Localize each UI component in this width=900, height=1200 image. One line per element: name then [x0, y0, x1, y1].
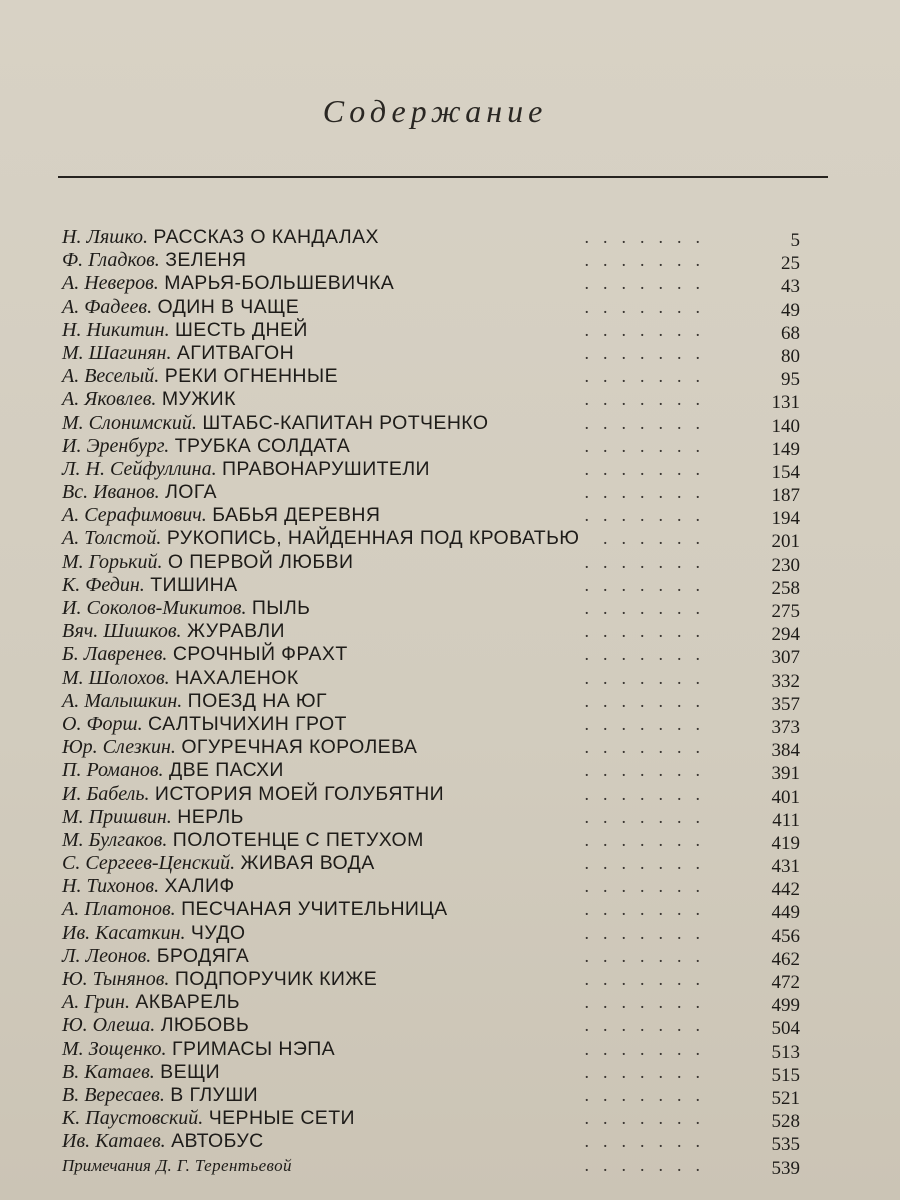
entry-page-number: 80 [781, 345, 800, 367]
entry-page-number: 515 [771, 1064, 800, 1086]
toc-entry [62, 1038, 804, 1061]
entry-title: В ГЛУШИ [170, 1083, 259, 1106]
entry-title: ПЫЛЬ [251, 597, 311, 619]
entry-author: А. Фадеев. [62, 295, 153, 318]
toc-entry [62, 713, 804, 736]
entry-page-number: 539 [771, 1157, 800, 1179]
dot-leader: ....... [584, 574, 714, 595]
entry-author: В. Вересаев. [62, 1083, 165, 1106]
entry-page-number: 528 [771, 1111, 800, 1133]
entry-author: Юр. Слезкин. [62, 736, 176, 759]
toc-entry [62, 435, 804, 458]
entry-author: Вс. Иванов. [62, 481, 160, 504]
toc-entry [62, 852, 804, 878]
dot-leader: ....... [584, 992, 714, 1013]
toc-entry [62, 667, 804, 690]
toc-entry [62, 226, 804, 249]
dot-leader: ....... [584, 969, 714, 989]
entry-author: Ю. Олеша. [62, 1014, 156, 1037]
toc-entry [62, 504, 804, 530]
entry-page-number: 401 [771, 786, 800, 808]
dot-leader: ....... [584, 667, 714, 688]
toc-entry [62, 643, 804, 669]
entry-page-number: 332 [771, 670, 800, 692]
entry-page-number: 201 [771, 531, 800, 553]
entry-page-number: 391 [771, 763, 800, 785]
entry-title: О ПЕРВОЙ ЛЮБВИ [167, 550, 354, 573]
entry-title: АКВАРЕЛЬ [135, 991, 240, 1014]
dot-leader: ....... [584, 737, 714, 758]
entry-author: М. Булгаков. [62, 828, 168, 851]
entry-title: ЧЕРНЫЕ СЕТИ [208, 1107, 355, 1130]
toc-entry [62, 1130, 804, 1156]
entry-author: И. Соколов-Микитов. [62, 597, 247, 619]
entry-author: А. Толстой. [62, 527, 162, 550]
entry-page-number: 5 [790, 230, 800, 251]
entry-author: А. Яковлев. [62, 388, 157, 411]
entry-author: Н. Тихонов. [62, 875, 160, 898]
entry-title: ПОДПОРУЧИК КИЖЕ [174, 968, 378, 990]
entry-title: ХАЛИФ [164, 875, 235, 898]
toc-entry [62, 388, 804, 414]
entry-page-number: 384 [771, 740, 800, 762]
entry-author: М. Шагинян. [62, 341, 172, 364]
entry-title: ИСТОРИЯ МОЕЙ ГОЛУБЯТНИ [154, 782, 445, 805]
entry-author: Н. Никитин. [62, 318, 170, 341]
dot-leader: ....... [584, 713, 714, 734]
entry-page-number: 449 [771, 902, 800, 924]
entry-title: РЕКИ ОГНЕННЫЕ [164, 365, 338, 388]
entry-author: Н. Ляшко. [62, 226, 148, 248]
dot-leader: ....... [584, 389, 714, 410]
entry-author: А. Серафимович. [62, 504, 207, 527]
toc-entry [62, 1154, 804, 1177]
entry-author: Л. Леонов. [62, 944, 152, 967]
dot-leader: ....... [584, 1131, 714, 1152]
entry-author: В. Катаев. [62, 1060, 155, 1083]
entry-title: ЛЮБОВЬ [160, 1014, 250, 1037]
entry-title: АГИТВАГОН [176, 341, 295, 364]
entry-title: ДВЕ ПАСХИ [168, 759, 284, 782]
dot-leader: ....... [584, 783, 714, 804]
entry-title: ЧУДО [190, 921, 246, 944]
entry-title: РАССКАЗ О КАНДАЛАХ [153, 226, 379, 248]
dot-leader: ....... [584, 366, 714, 387]
toc-entry [62, 574, 804, 597]
entry-page-number: 95 [781, 369, 800, 391]
entry-page-number: 140 [771, 415, 800, 437]
dot-leader: ....... [584, 319, 714, 340]
entry-title: МАРЬЯ-БОЛЬШЕВИЧКА [164, 272, 395, 295]
toc-entry [62, 412, 804, 435]
entry-author: А. Веселый. [62, 365, 160, 388]
table-of-contents [62, 226, 804, 1177]
dot-leader: ....... [584, 250, 714, 271]
toc-entry [62, 551, 804, 574]
toc-entry [62, 481, 804, 507]
dot-leader: ....... [584, 1061, 714, 1082]
dot-leader: ....... [584, 1084, 714, 1105]
toc-entry [62, 783, 804, 806]
toc-entry [62, 736, 804, 762]
entry-page-number: 258 [771, 577, 800, 599]
entry-page-number: 373 [771, 716, 800, 738]
entry-author: Ю. Тынянов. [62, 968, 170, 990]
entry-page-number: 49 [781, 299, 800, 321]
entry-title: ПЕСЧАНАЯ УЧИТЕЛЬНИЦА [181, 898, 448, 921]
toc-entry [62, 296, 804, 319]
toc-entry [62, 1014, 804, 1040]
entry-title: СРОЧНЫЙ ФРАХТ [172, 643, 348, 666]
toc-entry [62, 875, 804, 901]
entry-author: К. Федин. [62, 573, 145, 596]
entry-author: Вяч. Шишков. [62, 620, 182, 643]
entry-author: М. Зощенко. [62, 1037, 167, 1060]
entry-page-number: 513 [771, 1041, 800, 1063]
entry-title: ОГУРЕЧНАЯ КОРОЛЕВА [181, 736, 418, 759]
entry-page-number: 187 [771, 485, 800, 507]
entry-page-number: 462 [771, 948, 800, 970]
entry-author: К. Паустовский. [62, 1107, 204, 1130]
entry-author: Ив. Касаткин. [62, 921, 186, 944]
entry-title: БРОДЯГА [156, 944, 250, 967]
entry-page-number: 472 [771, 972, 800, 993]
toc-entry [62, 1107, 804, 1133]
entry-page-number: 68 [781, 322, 800, 344]
entry-page-number: 357 [771, 693, 800, 715]
dot-leader: ....... [584, 273, 714, 294]
entry-title: ПОЛОТЕНЦЕ С ПЕТУХОМ [172, 828, 424, 851]
entry-author: С. Сергеев-Ценский. [62, 852, 236, 875]
page-title: Содержание [322, 93, 548, 129]
entry-page-number: 419 [771, 832, 800, 854]
entry-title: РУКОПИСЬ, НАЙДЕННАЯ ПОД КРОВАТЬЮ [166, 527, 580, 550]
dot-leader: ....... [584, 227, 714, 247]
dot-leader: ....... [584, 458, 714, 479]
entry-page-number: 456 [771, 925, 800, 947]
dot-leader: ....... [584, 945, 714, 966]
entry-page-number: 504 [771, 1018, 800, 1040]
entry-page-number: 442 [771, 879, 800, 901]
toc-entry [62, 829, 804, 852]
entry-page-number: 307 [771, 647, 800, 669]
entry-author: А. Платонов. [62, 898, 176, 921]
entry-author: П. Романов. [62, 759, 164, 782]
toc-entry [62, 365, 804, 391]
toc-entry [62, 597, 804, 620]
entry-page-number: 43 [781, 276, 800, 298]
entry-title: ТИШИНА [150, 573, 238, 596]
entry-title: Д. Г. Терентьевой [156, 1155, 292, 1175]
dot-leader: ....... [584, 435, 714, 456]
toc-entry [62, 272, 804, 298]
entry-page-number: 431 [771, 856, 800, 878]
entry-title: БАБЬЯ ДЕРЕВНЯ [212, 504, 381, 527]
entry-author: А. Неверов. [62, 272, 159, 295]
dot-leader: ....... [584, 551, 714, 572]
entry-title: МУЖИК [161, 388, 236, 411]
entry-title: ЖУРАВЛИ [186, 620, 285, 643]
dot-leader: ....... [584, 598, 714, 618]
toc-entry [62, 991, 804, 1017]
title-divider [58, 176, 828, 178]
toc-entry [62, 319, 804, 342]
dot-leader: ....... [584, 899, 714, 920]
toc-entry [62, 759, 804, 785]
entry-author: Л. Н. Сейфуллина. [62, 457, 217, 480]
dot-leader: ....... [584, 922, 714, 943]
dot-leader: ....... [584, 1038, 714, 1059]
dot-leader: ...... [603, 528, 714, 549]
entry-page-number: 521 [771, 1087, 800, 1109]
dot-leader: ....... [584, 760, 714, 781]
entry-page-number: 154 [771, 461, 800, 483]
dot-leader: ....... [584, 412, 714, 433]
entry-page-number: 499 [771, 995, 800, 1017]
entry-page-number: 25 [781, 253, 800, 275]
toc-entry [62, 620, 804, 646]
entry-title: ГРИМАСЫ НЭПА [171, 1037, 336, 1060]
entry-page-number: 275 [771, 601, 800, 622]
entry-author: М. Слонимский. [62, 411, 197, 434]
toc-entry [62, 249, 804, 275]
entry-author: М. Горький. [62, 550, 163, 573]
entry-title: ОДИН В ЧАЩЕ [157, 295, 300, 318]
entry-author: Ф. Гладков. [62, 249, 160, 272]
toc-entry [62, 342, 804, 365]
entry-author: Примечания [62, 1155, 151, 1175]
dot-leader: ....... [584, 1108, 714, 1129]
entry-page-number: 194 [771, 508, 800, 530]
entry-page-number: 131 [771, 392, 800, 414]
dot-leader: ....... [584, 876, 714, 897]
entry-page-number: 535 [771, 1134, 800, 1156]
entry-title: САЛТЫЧИХИН ГРОТ [148, 712, 347, 735]
entry-author: Ив. Катаев. [62, 1130, 166, 1153]
entry-title: ПОЕЗД НА ЮГ [187, 689, 327, 712]
entry-title: ШЕСТЬ ДНЕЙ [175, 318, 308, 341]
entry-title: НАХАЛЕНОК [175, 666, 299, 689]
entry-author: О. Форш. [62, 712, 143, 735]
toc-entry [62, 922, 804, 945]
dot-leader: ....... [584, 1015, 714, 1036]
entry-title: ЖИВАЯ ВОДА [240, 852, 375, 875]
toc-entry [62, 806, 804, 829]
dot-leader: ....... [584, 853, 714, 874]
entry-title: АВТОБУС [171, 1130, 264, 1153]
entry-title: ЛОГА [165, 481, 217, 504]
entry-author: А. Грин. [62, 991, 130, 1014]
entry-author: М. Пришвин. [62, 805, 172, 828]
entry-author: И. Бабель. [62, 782, 150, 805]
entry-title: ЗЕЛЕНЯ [165, 249, 247, 272]
entry-page-number: 294 [771, 624, 800, 646]
entry-author: А. Малышкин. [62, 689, 183, 712]
entry-title: ПРАВОНАРУШИТЕЛИ [222, 457, 430, 480]
toc-entry [62, 968, 804, 991]
dot-leader: ....... [584, 296, 714, 317]
dot-leader: ....... [584, 482, 714, 503]
entry-page-number: 149 [771, 438, 800, 460]
toc-entry [62, 527, 804, 553]
dot-leader: ....... [584, 806, 714, 827]
entry-page-number: 411 [772, 809, 800, 831]
dot-leader: ....... [584, 690, 714, 711]
dot-leader: ....... [584, 644, 714, 665]
dot-leader: ....... [584, 829, 714, 850]
dot-leader: ....... [584, 1154, 714, 1175]
toc-entry [62, 1061, 804, 1084]
entry-title: ШТАБС-КАПИТАН РОТЧЕНКО [202, 411, 489, 434]
entry-title: ВЕЩИ [160, 1060, 221, 1083]
entry-author: М. Шолохов. [62, 666, 170, 689]
toc-entry [62, 898, 804, 924]
toc-entry [62, 690, 804, 713]
dot-leader: ....... [584, 505, 714, 526]
entry-title: НЕРЛЬ [177, 805, 244, 828]
toc-entry [62, 1084, 804, 1107]
toc-entry [62, 458, 804, 481]
dot-leader: ....... [584, 342, 714, 363]
entry-author: И. Эренбург. [62, 434, 170, 457]
toc-entry [62, 945, 804, 968]
dot-leader: ....... [584, 621, 714, 642]
entry-page-number: 230 [771, 554, 800, 576]
entry-author: Б. Лавренев. [62, 643, 168, 666]
entry-title: ТРУБКА СОЛДАТА [174, 434, 351, 457]
